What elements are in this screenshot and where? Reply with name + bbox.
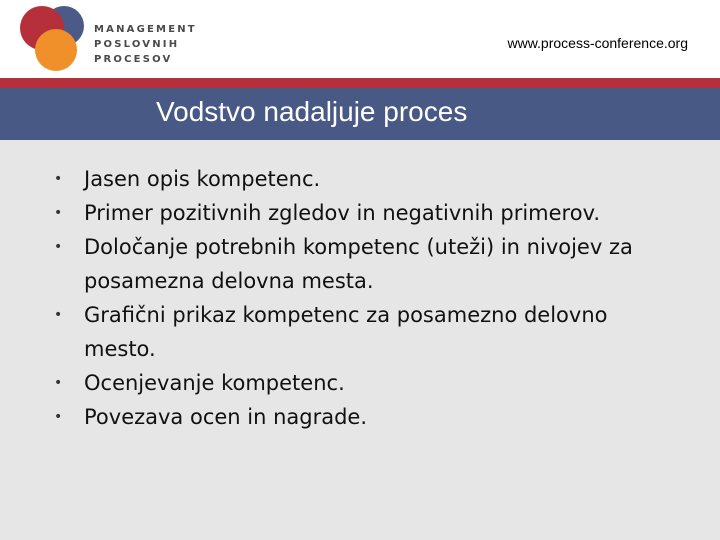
- logo-line: POSLOVNIH: [94, 39, 180, 50]
- logo-text: [94, 22, 197, 67]
- bullet-item: • Ocenjevanje kompetenc.: [54, 366, 684, 400]
- bullet-item: • Povezava ocen in nagrade.: [54, 400, 684, 434]
- website-url: www.process-conference.org: [507, 35, 688, 51]
- logo-circles-icon: [14, 2, 86, 74]
- bullet-list: [54, 162, 684, 434]
- slide-title: Vodstvo nadaljuje proces: [156, 96, 468, 127]
- bullet-item: • Grafični prikaz kompetenc za posamezno delovno mesto.: [54, 298, 684, 366]
- logo-line: PROCESOV: [94, 54, 173, 65]
- accent-divider: [0, 78, 720, 88]
- bullet-item: • Določanje potrebnih kompetenc (uteži) in nivojev za posamezna delovna mesta.: [54, 230, 684, 298]
- bullet-item: • Primer pozitivnih zgledov in negativnih primerov.: [54, 196, 684, 230]
- logo-line: MANAGEMENT: [94, 24, 197, 35]
- slide-header: [0, 0, 720, 78]
- bullet-item: • Jasen opis kompetenc.: [54, 162, 684, 196]
